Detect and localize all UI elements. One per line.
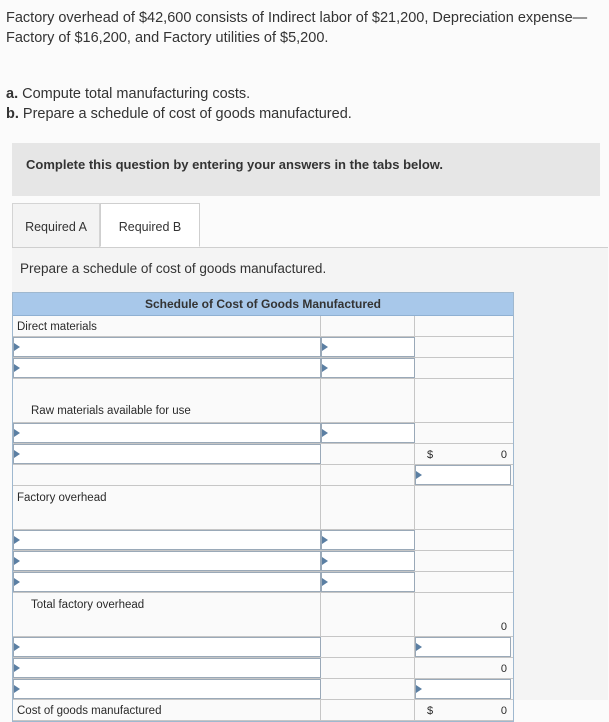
empty-cell bbox=[321, 637, 415, 657]
dollar-sign: $ bbox=[427, 705, 434, 717]
line-item-input[interactable] bbox=[13, 658, 321, 678]
empty-cell bbox=[415, 486, 511, 529]
tab-required-a[interactable]: Required A bbox=[12, 203, 100, 247]
table-row bbox=[13, 465, 513, 486]
table-row bbox=[13, 316, 513, 337]
line-item-input[interactable] bbox=[13, 572, 321, 592]
computed-value: 0 bbox=[500, 663, 507, 675]
table-row bbox=[13, 337, 513, 358]
problem-statement: Factory overhead of $42,600 consists of Indirect labor of $21,200, Depreciation expense—Factory of $16,200, and Factory utilities of $5,200. bbox=[6, 10, 588, 46]
empty-cell bbox=[415, 530, 511, 550]
empty-cell bbox=[321, 379, 415, 422]
empty-cell bbox=[415, 316, 511, 336]
line-item-input[interactable] bbox=[13, 337, 321, 357]
computed-value: 0 bbox=[500, 621, 507, 633]
table-row bbox=[13, 679, 513, 700]
amount-input[interactable] bbox=[321, 423, 415, 443]
part-a: a. Compute total manufacturing costs. bbox=[6, 86, 251, 102]
label-raw-materials-available: Raw materials available for use bbox=[13, 379, 321, 422]
total-cell bbox=[415, 444, 511, 464]
instructions-banner: Complete this question by entering your answers in the tabs below. bbox=[12, 143, 600, 196]
empty-cell bbox=[321, 700, 415, 720]
line-item-input[interactable] bbox=[13, 358, 321, 378]
amount-input[interactable] bbox=[415, 679, 511, 699]
tab-required-b[interactable]: Required B bbox=[100, 203, 200, 247]
empty-cell bbox=[415, 551, 511, 571]
computed-value: 0 bbox=[500, 449, 507, 461]
table-row bbox=[13, 423, 513, 444]
table-row bbox=[13, 486, 513, 530]
line-item-input[interactable] bbox=[13, 530, 321, 550]
amount-input[interactable] bbox=[321, 337, 415, 357]
question-parts bbox=[6, 84, 352, 124]
empty-cell bbox=[415, 423, 511, 443]
empty-cell bbox=[321, 593, 415, 636]
computed-value: 0 bbox=[500, 705, 507, 717]
tab-bar bbox=[12, 203, 608, 248]
schedule-title: Schedule of Cost of Goods Manufactured bbox=[13, 293, 513, 316]
table-row bbox=[13, 379, 513, 423]
line-item-input[interactable] bbox=[13, 423, 321, 443]
table-row bbox=[13, 700, 513, 721]
total-cell bbox=[415, 700, 511, 720]
table-row bbox=[13, 572, 513, 593]
amount-input[interactable] bbox=[415, 637, 511, 657]
panel-instruction: Prepare a schedule of cost of goods manufactured. bbox=[20, 261, 327, 276]
part-b: b. Prepare a schedule of cost of goods manufactured. bbox=[6, 106, 352, 122]
line-item-input[interactable] bbox=[13, 637, 321, 657]
dollar-sign: $ bbox=[427, 449, 434, 461]
label-cost-of-goods-manufactured: Cost of goods manufactured bbox=[13, 700, 321, 720]
empty-cell bbox=[415, 358, 511, 378]
label-direct-materials: Direct materials bbox=[13, 316, 321, 336]
table-row bbox=[13, 637, 513, 658]
empty-cell bbox=[415, 337, 511, 357]
amount-input[interactable] bbox=[321, 572, 415, 592]
empty-cell bbox=[415, 572, 511, 592]
table-row bbox=[13, 658, 513, 679]
schedule-table bbox=[12, 292, 514, 722]
total-cell bbox=[415, 593, 511, 636]
empty-cell bbox=[13, 465, 321, 485]
empty-cell bbox=[321, 679, 415, 699]
table-row bbox=[13, 530, 513, 551]
empty-cell bbox=[321, 444, 415, 464]
amount-input[interactable] bbox=[321, 551, 415, 571]
table-row bbox=[13, 444, 513, 465]
label-factory-overhead: Factory overhead bbox=[13, 486, 321, 529]
empty-cell bbox=[321, 486, 415, 529]
line-item-input[interactable] bbox=[13, 679, 321, 699]
empty-cell bbox=[415, 379, 511, 422]
total-cell bbox=[415, 658, 511, 678]
amount-input[interactable] bbox=[415, 465, 511, 485]
table-row bbox=[13, 593, 513, 637]
empty-cell bbox=[321, 465, 415, 485]
empty-cell bbox=[321, 658, 415, 678]
table-row bbox=[13, 358, 513, 379]
label-total-factory-overhead: Total factory overhead bbox=[13, 593, 321, 636]
amount-input[interactable] bbox=[321, 530, 415, 550]
amount-input[interactable] bbox=[321, 358, 415, 378]
line-item-input[interactable] bbox=[13, 444, 321, 464]
empty-cell bbox=[321, 316, 415, 336]
line-item-input[interactable] bbox=[13, 551, 321, 571]
table-row bbox=[13, 551, 513, 572]
